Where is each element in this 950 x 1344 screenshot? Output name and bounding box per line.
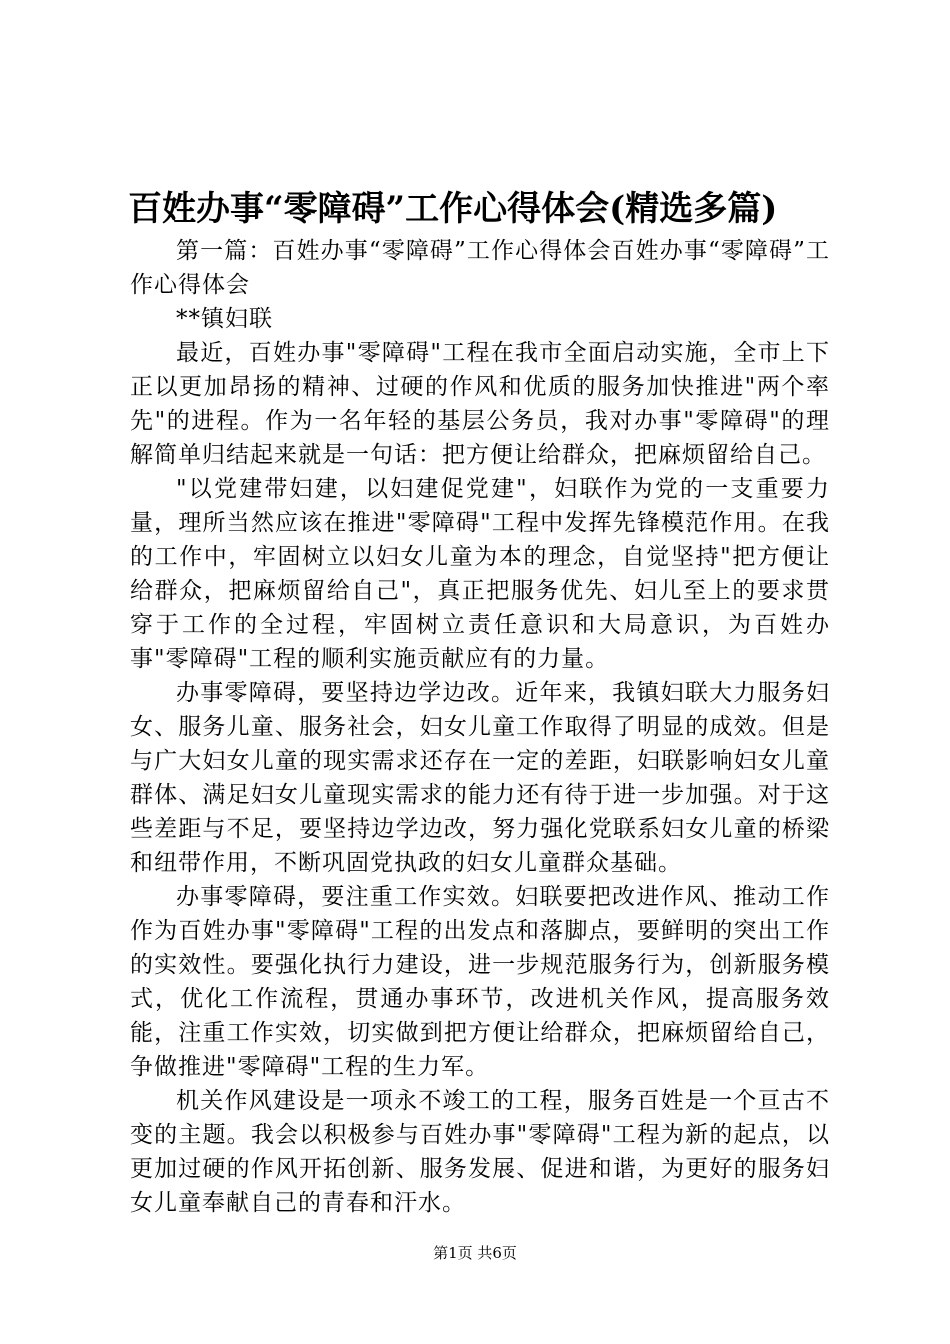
document-body xyxy=(130,234,830,1220)
paragraph: 办事零障碍，要坚持边学边改。近年来，我镇妇联大力服务妇女、服务儿童、服务社会，妇女儿童工作取得了明显的成效。但是与广大妇女儿童的现实需求还存在一定的差距，妇联影响妇女儿童群体、满足妇女儿童现实需求的能力还有待于进一步加强。对于这些差距与不足，要坚持边学边改，努力强化党联系妇女儿童的桥梁和纽带作用，不断巩固党执政的妇女儿童群众基础。 xyxy=(130,680,830,876)
paragraph: 办事零障碍，要注重工作实效。妇联要把改进作风、推动工作作为百姓办事"零障碍"工程的出发点和落脚点，要鲜明的突出工作的实效性。要强化执行力建设，进一步规范服务行为，创新服务模式，优化工作流程，贯通办事环节，改进机关作风，提高服务效能，注重工作实效，切实做到把方便让给群众，把麻烦留给自己，争做推进"零障碍"工程的生力军。 xyxy=(130,884,830,1080)
paragraph: 最近，百姓办事"零障碍"工程在我市全面启动实施，全市上下正以更加昂扬的精神、过硬的作风和优质的服务加快推进"两个率先"的进程。作为一名年轻的基层公务员，我对办事"零障碍"的理解简单归结起来就是一句话：把方便让给群众，把麻烦留给自己。 xyxy=(130,340,830,468)
paragraph-heading: 第一篇：百姓办事“零障碍”工作心得体会百姓办事“零障碍”工作心得体会 xyxy=(130,238,830,298)
paragraph-author: **镇妇联 xyxy=(176,306,273,332)
paragraph: 机关作风建设是一项永不竣工的工程，服务百姓是一个亘古不变的主题。我会以积极参与百姓办事"零障碍"工程为新的起点，以更加过硬的作风开拓创新、服务发展、促进和谐，为更好的服务妇女儿童奉献自己的青春和汗水。 xyxy=(130,1088,830,1216)
page-number-footer: 第1页 共6页 xyxy=(433,1244,517,1262)
document-title: 百姓办事“零障碍”工作心得体会(精选多篇) xyxy=(128,189,778,229)
paragraph: "以党建带妇建，以妇建促党建"，妇联作为党的一支重要力量，理所当然应该在推进"零障碍"工程中发挥先锋模范作用。在我的工作中，牢固树立以妇女儿童为本的理念，自觉坚持"把方便让给群众，把麻烦留给自己"，真正把服务优先、妇儿至上的要求贯穿于工作的全过程，牢固树立责任意识和大局意识，为百姓办事"零障碍"工程的顺利实施贡献应有的力量。 xyxy=(130,476,830,672)
